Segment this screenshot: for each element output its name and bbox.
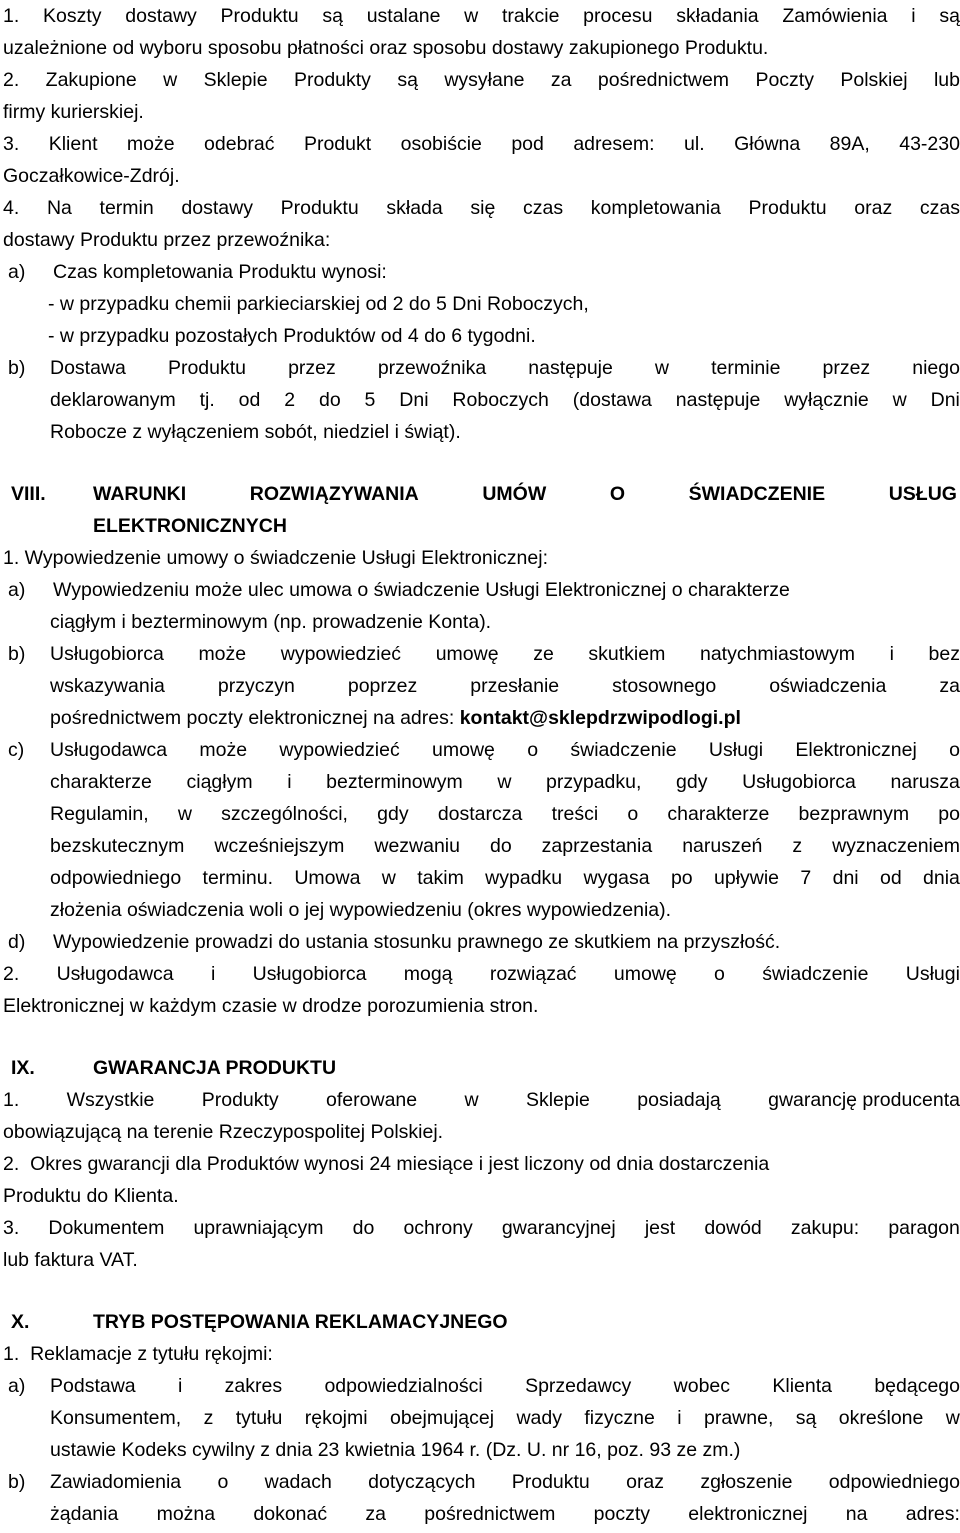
word: elektronicznej xyxy=(688,1503,808,1525)
word: charakterze xyxy=(50,771,152,793)
word: Zamówienia xyxy=(782,5,888,27)
word: WARUNKI xyxy=(93,483,187,505)
word: czas xyxy=(919,197,960,219)
word: termin xyxy=(99,197,154,219)
word: przesłanie xyxy=(470,675,560,697)
word: Dni xyxy=(399,389,429,411)
word: zakres xyxy=(224,1375,283,1397)
word: 89A, xyxy=(829,133,870,155)
delivery-point-3-cont: Goczałkowice-Zdrój. xyxy=(3,165,180,187)
word: Usługodawca xyxy=(50,739,168,761)
word: dokonać xyxy=(253,1503,328,1525)
word: gdy xyxy=(676,771,708,793)
s8-item-b-line3 xyxy=(50,705,960,737)
word: żądania xyxy=(50,1503,119,1525)
email-link[interactable]: kontakt@sklepdrzwipodlogi.pl xyxy=(459,707,741,729)
word: szczególności, xyxy=(221,803,348,825)
word: i xyxy=(889,643,894,665)
word: za xyxy=(365,1503,386,1525)
s8-item-c-line2 xyxy=(50,769,960,801)
word: poprzez xyxy=(347,675,418,697)
word: gdy xyxy=(377,803,409,825)
word: zakupu: xyxy=(790,1217,860,1239)
word: Produkt xyxy=(303,133,372,155)
word: 4. xyxy=(3,197,20,219)
word: lub xyxy=(933,69,960,91)
word: deklarowanym xyxy=(50,389,176,411)
word: na xyxy=(845,1503,868,1525)
word: Produktu xyxy=(748,197,827,219)
word: i xyxy=(677,1407,682,1429)
section-title-line2: ELEKTRONICZNYCH xyxy=(93,515,287,537)
word: bez xyxy=(928,643,960,665)
item-label: a) xyxy=(8,579,26,601)
word: wadach xyxy=(264,1471,332,1493)
word: czas xyxy=(523,197,564,219)
word: wcześniejszym xyxy=(214,835,345,857)
word: treści xyxy=(551,803,599,825)
s10-item-b-line2 xyxy=(50,1501,960,1533)
word: pośrednictwem xyxy=(424,1503,556,1525)
item-text: Czas kompletowania Produktu wynosi: xyxy=(53,261,387,283)
word: w xyxy=(892,389,907,411)
word: od xyxy=(238,389,261,411)
section-number: IX. xyxy=(11,1057,35,1079)
word: uprawniającym xyxy=(193,1217,324,1239)
word: tj. xyxy=(199,389,215,411)
word: są xyxy=(795,1407,817,1429)
item-text: Wypowiedzeniu może ulec umowa o świadczenie Usługi Elektronicznej o charakterze xyxy=(53,579,790,601)
word: Usługobiorca xyxy=(50,643,164,665)
word: składania xyxy=(676,5,759,27)
delivery-point-1-cont: uzależnione od wyboru sposobu płatności oraz sposobu dostawy zakupionego Produktu. xyxy=(3,37,769,59)
word: z xyxy=(792,835,803,857)
word: rękojmi xyxy=(304,1407,368,1429)
word: trakcie xyxy=(501,5,560,27)
s8-item-d xyxy=(3,929,960,961)
word: oraz xyxy=(854,197,893,219)
word: niego xyxy=(912,357,960,379)
word: w xyxy=(654,357,669,379)
word: Produktu xyxy=(280,197,359,219)
word: 1. xyxy=(3,5,20,27)
word: skutkiem xyxy=(588,643,666,665)
word: terminu. xyxy=(202,867,273,889)
s9-point-3 xyxy=(3,1215,960,1247)
word: Konsumentem, xyxy=(50,1407,182,1429)
s10-item-a-line1 xyxy=(50,1373,960,1405)
section-8-heading xyxy=(3,481,960,513)
word: za xyxy=(939,675,960,697)
word: i xyxy=(911,5,916,27)
word: świadczenie xyxy=(570,739,677,761)
word: Roboczych xyxy=(452,389,549,411)
s9-point-3-cont: lub faktura VAT. xyxy=(3,1249,138,1271)
word: mogą xyxy=(403,963,453,985)
word: Polskiej xyxy=(840,69,908,91)
word: 2 xyxy=(284,389,296,411)
section-8-heading-line2 xyxy=(3,513,960,545)
word: Dni xyxy=(930,389,960,411)
item-text: Wypowiedzenie prowadzi do ustania stosunku prawnego ze skutkiem na przyszłość. xyxy=(53,931,781,953)
word: przypadku, xyxy=(546,771,642,793)
word: po xyxy=(938,803,960,825)
word: pod xyxy=(511,133,544,155)
delivery-point-4-cont: dostawy Produktu przez przewoźnika: xyxy=(3,229,331,251)
word: 43-230 xyxy=(899,133,960,155)
word: w xyxy=(497,771,512,793)
word: może xyxy=(199,739,248,761)
word: o xyxy=(949,739,960,761)
word: Sklepie xyxy=(203,69,268,91)
delivery-item-b-line1 xyxy=(50,355,960,387)
s8-item-b-line2 xyxy=(50,673,960,705)
word: o xyxy=(627,803,639,825)
s8-point-1: 1. Wypowiedzenie umowy o świadczenie Usługi Elektronicznej: xyxy=(3,547,548,569)
word: gwarancję producenta xyxy=(768,1089,960,1111)
word: fizyczne xyxy=(584,1407,655,1429)
word: Główna xyxy=(734,133,801,155)
word: 5 xyxy=(364,389,376,411)
word: i xyxy=(287,771,292,793)
word: są xyxy=(322,5,343,27)
word: 3. xyxy=(3,1217,20,1239)
word: wyłącznie xyxy=(784,389,869,411)
s8-item-c-line6: złożenia oświadczenia woli o jej wypowiedzeniu (okres wypowiedzenia). xyxy=(50,899,672,921)
word: Produktu xyxy=(511,1471,590,1493)
word: narusza xyxy=(890,771,960,793)
section-title: GWARANCJA PRODUKTU xyxy=(93,1057,337,1079)
word: i xyxy=(177,1375,183,1397)
delivery-point-3 xyxy=(3,131,960,163)
word: wypadku xyxy=(485,867,563,889)
word: oświadczenia xyxy=(769,675,887,697)
word: umowę xyxy=(435,643,499,665)
word: do xyxy=(318,389,341,411)
word: odpowiedzialności xyxy=(324,1375,483,1397)
word: przyczyn xyxy=(217,675,295,697)
word: bezprawnym xyxy=(798,803,910,825)
word: odpowiedniego xyxy=(828,1471,960,1493)
word: wezwaniu xyxy=(374,835,460,857)
word: Produktu xyxy=(220,5,299,27)
word: świadczenie xyxy=(762,963,869,985)
s8-item-a xyxy=(3,577,960,609)
word: się xyxy=(470,197,496,219)
word: obejmującej xyxy=(389,1407,495,1429)
item-label: a) xyxy=(8,1375,26,1397)
word: Klienta xyxy=(772,1375,832,1397)
word: Dokumentem xyxy=(48,1217,165,1239)
word: USŁUG xyxy=(888,483,957,505)
word: i xyxy=(210,963,216,985)
word: do xyxy=(352,1217,375,1239)
word: można xyxy=(156,1503,216,1525)
word: Podstawa xyxy=(50,1375,136,1397)
s10-item-a-line2 xyxy=(50,1405,960,1437)
word: wysyłane xyxy=(444,69,525,91)
section-9-heading xyxy=(3,1055,960,1087)
word: Sklepie xyxy=(525,1089,590,1111)
word: w xyxy=(177,803,192,825)
word: Regulamin, xyxy=(50,803,149,825)
delivery-point-2-cont: firmy kurierskiej. xyxy=(3,101,144,123)
word: składa xyxy=(386,197,443,219)
word: bezterminowym xyxy=(326,771,463,793)
word: kompletowania xyxy=(590,197,721,219)
word: tytułu xyxy=(235,1407,283,1429)
word: Usługobiorca xyxy=(252,963,367,985)
word: w xyxy=(945,1407,960,1429)
s8-item-c-line5 xyxy=(50,865,960,897)
item-label: c) xyxy=(8,739,25,761)
word: Umowa xyxy=(294,867,361,889)
delivery-point-1 xyxy=(3,3,960,35)
delivery-point-4 xyxy=(3,195,960,227)
word: Elektronicznej xyxy=(795,739,917,761)
item-label: b) xyxy=(8,1471,26,1493)
word: w xyxy=(163,69,178,91)
word: są xyxy=(939,5,960,27)
word: zgłoszenie xyxy=(700,1471,793,1493)
word: umowę xyxy=(432,739,495,761)
word: oraz xyxy=(626,1471,665,1493)
word: wobec xyxy=(673,1375,731,1397)
section-title-line1 xyxy=(93,481,957,507)
word: o xyxy=(714,963,725,985)
word: 2. xyxy=(3,69,20,91)
word: adres: xyxy=(905,1503,960,1525)
delivery-item-a-sub2: - w przypadku pozostałych Produktów od 4 do 6 tygodni. xyxy=(48,325,536,347)
word: Dostawa xyxy=(50,357,126,379)
word: Klient xyxy=(48,133,98,155)
word: następuje xyxy=(528,357,613,379)
word: Usługodawca xyxy=(56,963,174,985)
word: Poczty xyxy=(755,69,814,91)
s10-item-a-line3: ustawie Kodeks cywilny z dnia 23 kwietnia 1964 r. (Dz. U. nr 16, poz. 93 ze zm.) xyxy=(50,1439,741,1461)
word: charakterze xyxy=(667,803,770,825)
s9-point-2: 2. Okres gwarancji dla Produktów wynosi 24 miesiące i jest liczony od dnia dostarczenia xyxy=(3,1153,770,1175)
word: ŚWIADCZENIE xyxy=(688,483,826,505)
word: adresem: xyxy=(573,133,655,155)
word: Produktu xyxy=(167,357,246,379)
s8-item-c-line3 xyxy=(50,801,960,833)
item-label: a) xyxy=(8,261,26,283)
word: rozwiązać xyxy=(489,963,577,985)
word: o xyxy=(217,1471,229,1493)
word: wygasa xyxy=(583,867,650,889)
section-number: VIII. xyxy=(11,483,46,505)
word: dotyczących xyxy=(368,1471,476,1493)
word: z xyxy=(203,1407,214,1429)
word: stosownego xyxy=(612,675,717,697)
word: ul. xyxy=(684,133,705,155)
word: 3. xyxy=(3,133,20,155)
word: 1. xyxy=(3,1089,20,1111)
word: w xyxy=(464,5,479,27)
section-number: X. xyxy=(11,1311,30,1333)
s10-item-b-line1 xyxy=(50,1469,960,1501)
s9-point-1-cont: obowiązującą na terenie Rzeczypospolitej Polskiej. xyxy=(3,1121,444,1143)
word: osobiście xyxy=(400,133,482,155)
word: są xyxy=(397,69,418,91)
delivery-item-b-line2 xyxy=(50,387,960,419)
word: prawne, xyxy=(704,1407,774,1429)
word: paragon xyxy=(888,1217,960,1239)
word: ustalane xyxy=(366,5,441,27)
word: przewoźnika xyxy=(377,357,487,379)
s9-point-2-cont: Produktu do Klienta. xyxy=(3,1185,179,1207)
delivery-item-a-sub1: - w przypadku chemii parkieciarskiej od 2 do 5 Dni Roboczych, xyxy=(48,293,589,315)
word: Koszty xyxy=(43,5,102,27)
word: dostawy xyxy=(181,197,253,219)
word: dowód xyxy=(704,1217,762,1239)
word: będącego xyxy=(874,1375,960,1397)
word: dostawy xyxy=(125,5,197,27)
word: następuje xyxy=(675,389,761,411)
word: terminie xyxy=(711,357,781,379)
word: zaprzestania xyxy=(541,835,653,857)
word: pośrednictwem xyxy=(597,69,730,91)
word: ciągłym xyxy=(186,771,253,793)
word: Na xyxy=(46,197,72,219)
word: bezskutecznym xyxy=(50,835,185,857)
word: Zakupione xyxy=(45,69,137,91)
word: Usługi xyxy=(905,963,960,985)
word: ROZWIĄZYWANIA xyxy=(249,483,419,505)
delivery-item-b-line3: Robocze z wyłączeniem sobót, niedziel i świąt). xyxy=(50,421,461,443)
word: dni xyxy=(832,867,859,889)
word: przez xyxy=(288,357,336,379)
word: gwarancyjnej xyxy=(501,1217,616,1239)
word: dnia xyxy=(923,867,960,889)
word: Produkty xyxy=(293,69,371,91)
word: o xyxy=(527,739,539,761)
word: określone xyxy=(838,1407,924,1429)
word: po xyxy=(670,867,693,889)
s8-item-a-line2: ciągłym i bezterminowym (np. prowadzenie Konta). xyxy=(50,611,492,633)
word: 7 xyxy=(800,867,812,889)
s10-point-1: 1. Reklamacje z tytułu rękojmi: xyxy=(3,1343,273,1365)
s8-item-c-line4 xyxy=(50,833,960,865)
word: Usługi xyxy=(708,739,764,761)
delivery-item-a xyxy=(3,259,960,291)
section-title: TRYB POSTĘPOWANIA REKLAMACYJNEGO xyxy=(93,1311,508,1333)
s8-point-2-cont: Elektronicznej w każdym czasie w drodze porozumienia stron. xyxy=(3,995,539,1017)
word: O xyxy=(609,483,626,505)
word: poczty xyxy=(593,1503,651,1525)
word: Sprzedawcy xyxy=(525,1375,632,1397)
word: jest xyxy=(644,1217,676,1239)
word: w xyxy=(464,1089,479,1111)
word: umowę xyxy=(613,963,677,985)
word: odpowiedniego xyxy=(50,867,182,889)
word: odebrać xyxy=(204,133,275,155)
word: od xyxy=(879,867,902,889)
delivery-point-2 xyxy=(3,67,960,99)
word: przez xyxy=(822,357,871,379)
word: posiadają xyxy=(637,1089,721,1111)
s8-item-c-line1 xyxy=(50,737,960,769)
word: oferowane xyxy=(326,1089,418,1111)
word: do xyxy=(489,835,512,857)
word: upływie xyxy=(714,867,780,889)
word: może xyxy=(198,643,247,665)
item-label: d) xyxy=(8,931,26,953)
word: Zawiadomienia xyxy=(50,1471,182,1493)
word: Produkty xyxy=(201,1089,279,1111)
word: ochrony xyxy=(403,1217,473,1239)
word: takim xyxy=(417,867,464,889)
word: Wszystkie xyxy=(66,1089,155,1111)
item-text: pośrednictwem poczty elektronicznej na adres: xyxy=(50,707,460,729)
word: UMÓW xyxy=(482,483,547,505)
word: wypowiedzieć xyxy=(279,739,400,761)
item-label: b) xyxy=(8,357,26,379)
word: w xyxy=(381,867,396,889)
word: dostarcza xyxy=(437,803,523,825)
word: wypowiedzieć xyxy=(280,643,402,665)
word: za xyxy=(550,69,572,91)
s8-item-b-line1 xyxy=(50,641,960,673)
word: natychmiastowym xyxy=(699,643,855,665)
word: (dostawa xyxy=(572,389,652,411)
word: może xyxy=(126,133,175,155)
word: wskazywania xyxy=(50,675,165,697)
word: Usługobiorca xyxy=(742,771,856,793)
section-10-heading xyxy=(3,1309,960,1341)
word: wyznaczeniem xyxy=(832,835,960,857)
s9-point-1 xyxy=(3,1087,960,1119)
item-label: b) xyxy=(8,643,26,665)
s8-point-2 xyxy=(3,961,960,993)
word: ze xyxy=(533,643,554,665)
word: procesu xyxy=(583,5,653,27)
word: wady xyxy=(516,1407,562,1429)
word: naruszeń xyxy=(682,835,763,857)
word: 2. xyxy=(3,963,20,985)
